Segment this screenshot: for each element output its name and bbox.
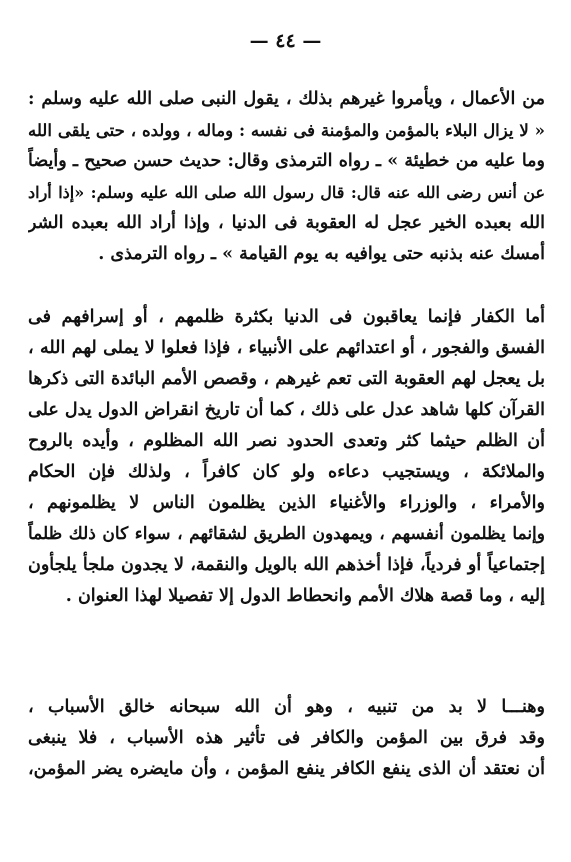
paragraph-1	[28, 84, 545, 270]
text-line: إليه ، وما قصة هلاك الأمم وانحطاط الدول إلا تفصيلا لهذا العنوان .	[65, 586, 545, 606]
text-line: الفسق والفجور ، أو اعتدائهم على الأنبياء ، فإذا فعلوا لا يملى لهم الله ،	[28, 338, 545, 358]
text-line: والملائكة ، ويستجيب دعاءه ولو كان كافراً ، ولذلك فإن الحكام	[28, 462, 545, 482]
paragraph-2	[28, 302, 545, 612]
text-line: أن نعتقد أن الذى ينفع الكافر ينفع المؤمن ، وأن مايضره يضر المؤمن،	[28, 759, 545, 779]
text-line: والأمراء ، والوزراء والأغنياء الذين يظلمون الناس لا يظلمونهم ،	[28, 493, 545, 513]
text-line: وهنـــا لا بد من تنبيه ، وهو أن الله سبحانه خالق الأسباب ،	[28, 697, 545, 717]
text-line: أمسك عنه بذنبه حتى يوافيه به يوم القيامة » ـ رواه الترمذى .	[98, 244, 545, 264]
text-line: من الأعمال ، ويأمروا غيرهم بذلك ، يقول النبى صلى الله عليه وسلم :	[28, 89, 545, 109]
text-line: « لا يزال البلاء بالمؤمن والمؤمنة فى نفسه : وماله ، وولده ، حتى يلقى الله	[28, 121, 545, 140]
text-line: بل يعجل لهم العقوبة التى تعم غيرهم ، وقصص الأمم البائدة التى ذكرها	[28, 369, 545, 389]
text-line: أن الظلم حيثما كثر وتعدى الحدود نصر الله المظلوم ، وأيده بالروح	[28, 431, 545, 451]
text-line: أما الكفار فإنما يعاقبون فى الدنيا بكثرة ظلمهم ، أو إسرافهم فى	[28, 307, 545, 327]
text-line: وإنما يظلمون أنفسهم ، ويمهدون الطريق لشقائهم ، سواء كان ذلك ظلماً	[28, 524, 545, 544]
text-line: وما عليه من خطيئة » ـ رواه الترمذى وقال: حديث حسن صحيح ـ وأيضاً	[28, 151, 545, 171]
text-line: عن أنس رضى الله عنه قال: قال رسول الله صلى الله عليه وسلم: «إذا أراد	[28, 183, 545, 202]
text-line: الله بعبده الخير عجل له العقوبة فى الدنيا ، وإذا أراد الله بعبده الشر	[28, 213, 545, 233]
page-number: — ٤٤ —	[249, 30, 322, 52]
text-line: وقد فرق بين المؤمن والكافر فى تأثير هذه الأسباب ، فلا ينبغى	[28, 728, 545, 748]
text-line: إجتماعياً أو فردياً، فإذا أخذهم الله بالويل والنقمة، لا يجدون ملجأ يلجأون	[28, 555, 545, 575]
text-line: القرآن كلها شاهد عدل على ذلك ، كما أن تاريخ انقراض الدول يدل على	[28, 400, 545, 420]
paragraph-3	[28, 692, 545, 785]
